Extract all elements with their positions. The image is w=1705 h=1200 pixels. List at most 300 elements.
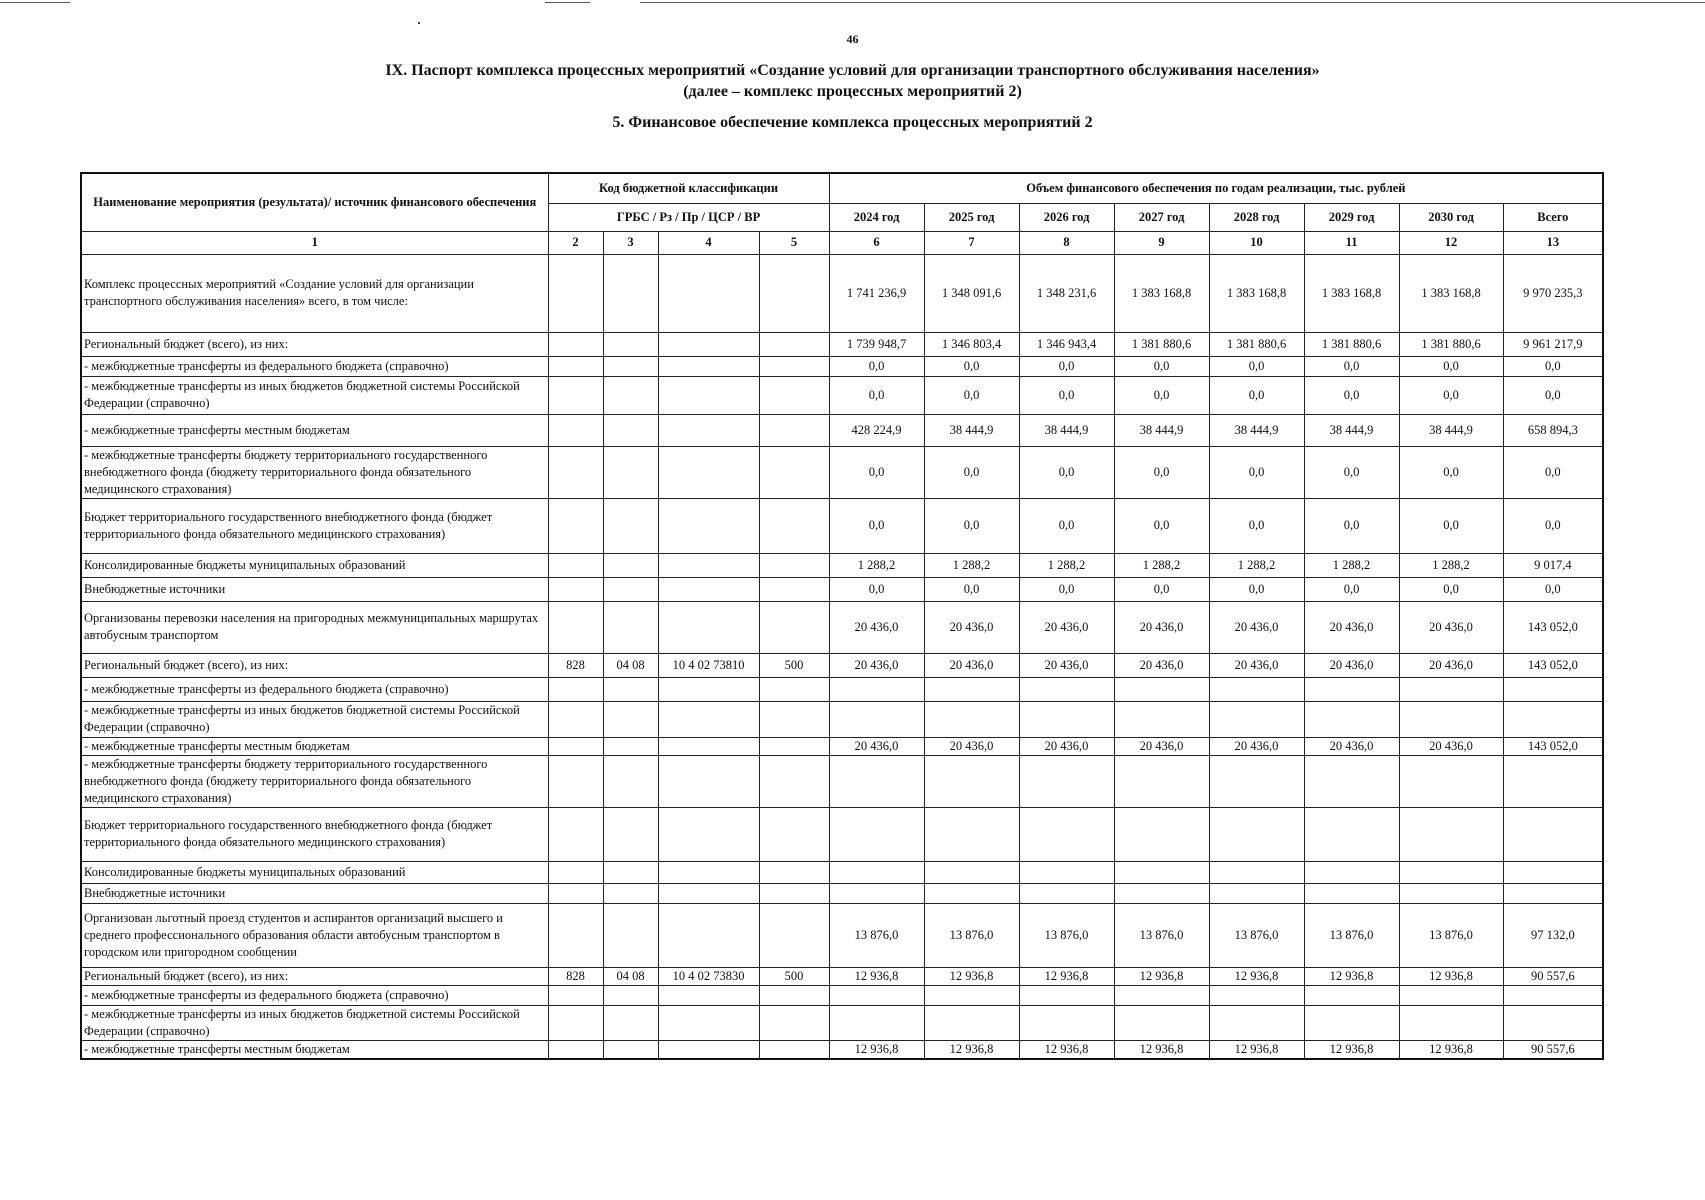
year-value-cell: 1 741 236,9 [829,254,924,332]
csr-code-cell [658,1040,759,1059]
rz-pr-code-cell [603,601,658,653]
section-title: 5. Финансовое обеспечение комплекса процессных мероприятий 2 [612,114,1093,131]
grbs-code-cell [548,376,603,414]
year-value-cell: 0,0 [829,498,924,553]
year-value-cell [829,985,924,1005]
finance-table-wrapper [80,172,1602,1060]
grbs-code-cell [548,601,603,653]
year-value-cell [1114,701,1209,737]
year-value-cell: 20 436,0 [1019,601,1114,653]
table-row [81,677,1603,701]
vr-code-cell [759,577,829,601]
rz-pr-code-cell [603,446,658,498]
table-header [81,173,1603,254]
year-value-cell [1019,701,1114,737]
csr-code-cell [658,861,759,883]
row-name-cell: - межбюджетные трансферты из федерального бюджета (справочно) [81,985,548,1005]
year-value-cell: 20 436,0 [1114,653,1209,677]
grbs-code-cell [548,861,603,883]
row-name-cell: Бюджет территориального государственного внебюджетного фонда (бюджет территориального фонда обязательного медицинского страхования) [81,498,548,553]
year-value-cell: 1 288,2 [1304,553,1399,577]
year-value-cell: 1 739 948,7 [829,332,924,356]
year-value-cell: 1 383 168,8 [1209,254,1304,332]
year-value-cell [924,677,1019,701]
rz-pr-code-cell [603,883,658,903]
year-value-cell [1114,1005,1209,1040]
year-value-cell: 0,0 [829,446,924,498]
column-index-cell: 1 [81,231,548,254]
csr-code-cell [658,601,759,653]
year-value-cell: 20 436,0 [1209,653,1304,677]
column-index-cell: 6 [829,231,924,254]
rz-pr-code-cell [603,577,658,601]
total-value-cell [1503,1005,1603,1040]
year-value-cell: 20 436,0 [1209,601,1304,653]
rz-pr-code-cell [603,376,658,414]
year-value-cell [1399,883,1503,903]
header-year: 2024 год [829,203,924,231]
grbs-code-cell [548,883,603,903]
rz-pr-code-cell [603,254,658,332]
rz-pr-code-cell [603,737,658,755]
year-value-cell: 0,0 [1019,356,1114,376]
table-row [81,737,1603,755]
year-value-cell [1209,883,1304,903]
year-value-cell: 12 936,8 [1019,967,1114,985]
year-value-cell: 1 381 880,6 [1304,332,1399,356]
page-number: 46 [846,32,859,46]
vr-code-cell [759,1005,829,1040]
year-value-cell [1399,755,1503,807]
year-value-cell: 12 936,8 [1114,967,1209,985]
year-value-cell [924,1005,1019,1040]
grbs-code-cell [548,701,603,737]
finance-table [80,172,1604,1060]
rz-pr-code-cell [603,553,658,577]
year-value-cell: 20 436,0 [1399,653,1503,677]
year-value-cell: 20 436,0 [1209,737,1304,755]
year-value-cell: 12 936,8 [1209,967,1304,985]
grbs-code-cell [548,1040,603,1059]
year-value-cell: 1 381 880,6 [1209,332,1304,356]
year-value-cell: 20 436,0 [924,737,1019,755]
year-value-cell [1019,861,1114,883]
row-name-cell: Организованы перевозки населения на пригородных межмуниципальных маршрутах автобусным транспортом [81,601,548,653]
year-value-cell [1304,755,1399,807]
total-value-cell: 97 132,0 [1503,903,1603,967]
row-name-cell: Консолидированные бюджеты муниципальных образований [81,861,548,883]
grbs-code-cell: 828 [548,967,603,985]
table-body [81,254,1603,1059]
year-value-cell [1209,985,1304,1005]
total-value-cell: 90 557,6 [1503,967,1603,985]
year-value-cell: 13 876,0 [1019,903,1114,967]
vr-code-cell [759,601,829,653]
total-value-cell: 143 052,0 [1503,653,1603,677]
vr-code-cell [759,498,829,553]
row-name-cell: Бюджет территориального государственного внебюджетного фонда (бюджет территориального фонда обязательного медицинского страхования) [81,807,548,861]
csr-code-cell [658,553,759,577]
year-value-cell: 12 936,8 [1304,967,1399,985]
row-name-cell: Региональный бюджет (всего), из них: [81,967,548,985]
row-name-cell: - межбюджетные трансферты местным бюджетам [81,414,548,446]
year-value-cell [1399,1005,1503,1040]
year-value-cell: 12 936,8 [1399,1040,1503,1059]
column-index-cell: 7 [924,231,1019,254]
year-value-cell: 13 876,0 [829,903,924,967]
csr-code-cell [658,701,759,737]
grbs-code-cell [548,553,603,577]
csr-code-cell: 10 4 02 73810 [658,653,759,677]
vr-code-cell [759,677,829,701]
rz-pr-code-cell [603,985,658,1005]
total-value-cell [1503,861,1603,883]
year-value-cell [1304,985,1399,1005]
year-value-cell: 0,0 [924,446,1019,498]
year-value-cell: 20 436,0 [1399,737,1503,755]
year-value-cell: 0,0 [1304,376,1399,414]
csr-code-cell [658,332,759,356]
year-value-cell [1019,1005,1114,1040]
year-value-cell: 20 436,0 [829,737,924,755]
year-value-cell [829,883,924,903]
vr-code-cell [759,1040,829,1059]
year-value-cell: 20 436,0 [1304,601,1399,653]
year-value-cell [1114,677,1209,701]
table-row [81,601,1603,653]
year-value-cell: 20 436,0 [924,653,1019,677]
grbs-code-cell [548,446,603,498]
year-value-cell: 20 436,0 [829,601,924,653]
total-value-cell: 0,0 [1503,356,1603,376]
csr-code-cell [658,356,759,376]
csr-code-cell [658,376,759,414]
column-index-row [81,231,1603,254]
header-year: 2027 год [1114,203,1209,231]
row-name-cell: Внебюджетные источники [81,883,548,903]
vr-code-cell [759,254,829,332]
year-value-cell [1209,861,1304,883]
year-value-cell: 38 444,9 [1399,414,1503,446]
year-value-cell: 1 288,2 [829,553,924,577]
year-value-cell [829,807,924,861]
year-value-cell [1209,1005,1304,1040]
grbs-code-cell [548,254,603,332]
vr-code-cell [759,376,829,414]
year-value-cell: 1 383 168,8 [1114,254,1209,332]
year-value-cell: 1 346 803,4 [924,332,1019,356]
year-value-cell: 20 436,0 [1399,601,1503,653]
csr-code-cell [658,807,759,861]
column-index-cell: 10 [1209,231,1304,254]
year-value-cell [1399,701,1503,737]
year-value-cell: 13 876,0 [1399,903,1503,967]
year-value-cell: 20 436,0 [1114,737,1209,755]
total-value-cell [1503,677,1603,701]
year-value-cell [924,985,1019,1005]
column-index-cell: 8 [1019,231,1114,254]
year-value-cell: 12 936,8 [1019,1040,1114,1059]
year-value-cell: 13 876,0 [1114,903,1209,967]
column-index-cell: 9 [1114,231,1209,254]
year-value-cell: 38 444,9 [1019,414,1114,446]
total-value-cell: 0,0 [1503,446,1603,498]
table-row [81,755,1603,807]
year-value-cell: 1 381 880,6 [1399,332,1503,356]
year-value-cell: 20 436,0 [1019,737,1114,755]
year-value-cell: 0,0 [1209,577,1304,601]
row-name-cell: Организован льготный проезд студентов и аспирантов организаций высшего и среднего профессионального образования области автобусным транспортом в городском или пригородном сообщении [81,903,548,967]
year-value-cell [1209,701,1304,737]
total-value-cell: 9 017,4 [1503,553,1603,577]
total-value-cell: 0,0 [1503,498,1603,553]
csr-code-cell [658,254,759,332]
rz-pr-code-cell [603,356,658,376]
csr-code-cell: 10 4 02 73830 [658,967,759,985]
header-year: 2029 год [1304,203,1399,231]
scan-speck [418,22,420,24]
year-value-cell: 1 288,2 [1209,553,1304,577]
year-value-cell [1019,985,1114,1005]
grbs-code-cell [548,356,603,376]
year-value-cell [1114,807,1209,861]
year-value-cell: 0,0 [1304,577,1399,601]
year-value-cell: 1 288,2 [1114,553,1209,577]
vr-code-cell [759,332,829,356]
header-code-subtitle: ГРБС / Рз / Пр / ЦСР / ВР [548,203,829,231]
year-value-cell: 0,0 [1114,498,1209,553]
year-value-cell: 0,0 [1399,376,1503,414]
year-value-cell [1019,883,1114,903]
year-value-cell: 0,0 [829,376,924,414]
header-total: Всего [1503,203,1603,231]
table-row [81,1040,1603,1059]
year-value-cell: 1 383 168,8 [1304,254,1399,332]
year-value-cell [1304,1005,1399,1040]
year-value-cell: 0,0 [924,376,1019,414]
table-row [81,883,1603,903]
year-value-cell: 0,0 [1114,376,1209,414]
year-value-cell: 1 348 091,6 [924,254,1019,332]
table-row [81,967,1603,985]
row-name-cell: - межбюджетные трансферты местным бюджетам [81,737,548,755]
row-name-cell: Внебюджетные источники [81,577,548,601]
csr-code-cell [658,498,759,553]
row-name-cell: - межбюджетные трансферты из иных бюджетов бюджетной системы Российской Федерации (справочно) [81,701,548,737]
total-value-cell [1503,755,1603,807]
column-index-cell: 3 [603,231,658,254]
row-name-cell: Консолидированные бюджеты муниципальных образований [81,553,548,577]
total-value-cell [1503,985,1603,1005]
row-name-cell: Комплекс процессных мероприятий «Создание условий для организации транспортного обслуживания населения» всего, в том числе: [81,254,548,332]
year-value-cell [924,755,1019,807]
csr-code-cell [658,677,759,701]
csr-code-cell [658,577,759,601]
year-value-cell: 0,0 [1209,446,1304,498]
vr-code-cell [759,356,829,376]
year-value-cell: 0,0 [1304,498,1399,553]
year-value-cell: 1 288,2 [1399,553,1503,577]
total-value-cell: 9 970 235,3 [1503,254,1603,332]
rz-pr-code-cell [603,861,658,883]
total-value-cell: 90 557,6 [1503,1040,1603,1059]
vr-code-cell [759,701,829,737]
grbs-code-cell [548,1005,603,1040]
year-value-cell: 0,0 [1019,498,1114,553]
header-year: 2028 год [1209,203,1304,231]
year-value-cell [1209,755,1304,807]
table-row [81,577,1603,601]
vr-code-cell [759,755,829,807]
csr-code-cell [658,446,759,498]
year-value-cell: 0,0 [1399,446,1503,498]
year-value-cell: 13 876,0 [1209,903,1304,967]
year-value-cell [1114,861,1209,883]
csr-code-cell [658,737,759,755]
total-value-cell: 658 894,3 [1503,414,1603,446]
row-name-cell: - межбюджетные трансферты из иных бюджетов бюджетной системы Российской Федерации (справочно) [81,1005,548,1040]
year-value-cell: 13 876,0 [1304,903,1399,967]
year-value-cell: 12 936,8 [1304,1040,1399,1059]
grbs-code-cell [548,807,603,861]
year-value-cell: 0,0 [1399,498,1503,553]
total-value-cell: 0,0 [1503,577,1603,601]
year-value-cell: 0,0 [1019,376,1114,414]
grbs-code-cell [548,755,603,807]
header-year: 2025 год [924,203,1019,231]
year-value-cell: 20 436,0 [829,653,924,677]
year-value-cell [1304,883,1399,903]
year-value-cell: 12 936,8 [924,967,1019,985]
csr-code-cell [658,903,759,967]
year-value-cell: 0,0 [924,577,1019,601]
year-value-cell: 1 346 943,4 [1019,332,1114,356]
vr-code-cell [759,414,829,446]
year-value-cell: 0,0 [1399,356,1503,376]
rz-pr-code-cell [603,677,658,701]
table-row [81,903,1603,967]
column-index-cell: 5 [759,231,829,254]
rz-pr-code-cell [603,498,658,553]
year-value-cell: 0,0 [829,356,924,376]
year-value-cell: 12 936,8 [1399,967,1503,985]
vr-code-cell [759,985,829,1005]
grbs-code-cell [548,737,603,755]
scan-top-rule [640,2,1705,3]
total-value-cell [1503,807,1603,861]
year-value-cell [1114,883,1209,903]
year-value-cell [1399,677,1503,701]
year-value-cell: 0,0 [924,498,1019,553]
year-value-cell [1304,861,1399,883]
row-name-cell: Региональный бюджет (всего), из них: [81,332,548,356]
year-value-cell: 0,0 [1209,498,1304,553]
table-row [81,807,1603,861]
year-value-cell [1399,861,1503,883]
year-value-cell: 12 936,8 [1114,1040,1209,1059]
grbs-code-cell [548,414,603,446]
year-value-cell: 0,0 [1304,446,1399,498]
year-value-cell: 38 444,9 [924,414,1019,446]
table-row [81,414,1603,446]
row-name-cell: - межбюджетные трансферты из федерального бюджета (справочно) [81,356,548,376]
table-row [81,985,1603,1005]
year-value-cell [1114,985,1209,1005]
grbs-code-cell [548,677,603,701]
header-year: 2030 год [1399,203,1503,231]
rz-pr-code-cell [603,1040,658,1059]
year-value-cell: 38 444,9 [1304,414,1399,446]
grbs-code-cell [548,498,603,553]
year-value-cell [1019,677,1114,701]
year-value-cell [829,1005,924,1040]
year-value-cell: 0,0 [1114,446,1209,498]
column-index-cell: 4 [658,231,759,254]
year-value-cell: 428 224,9 [829,414,924,446]
year-value-cell [1304,701,1399,737]
year-value-cell: 12 936,8 [829,1040,924,1059]
csr-code-cell [658,1005,759,1040]
total-value-cell [1503,883,1603,903]
year-value-cell: 0,0 [829,577,924,601]
vr-code-cell [759,446,829,498]
year-value-cell: 0,0 [1019,446,1114,498]
year-value-cell [1304,677,1399,701]
vr-code-cell [759,903,829,967]
year-value-cell [924,883,1019,903]
row-name-cell: - межбюджетные трансферты бюджету территориального государственного внебюджетного фонда (бюджету территориального фонда обязательного медицинского страхования) [81,755,548,807]
grbs-code-cell [548,332,603,356]
year-value-cell: 0,0 [1209,356,1304,376]
grbs-code-cell [548,903,603,967]
vr-code-cell [759,737,829,755]
year-value-cell: 38 444,9 [1209,414,1304,446]
total-value-cell: 0,0 [1503,376,1603,414]
table-row [81,356,1603,376]
table-row [81,446,1603,498]
csr-code-cell [658,414,759,446]
rz-pr-code-cell: 04 08 [603,967,658,985]
column-index-cell: 12 [1399,231,1503,254]
year-value-cell [1019,807,1114,861]
year-value-cell [829,755,924,807]
year-value-cell [1114,755,1209,807]
year-value-cell [924,861,1019,883]
grbs-code-cell [548,577,603,601]
grbs-code-cell [548,985,603,1005]
year-value-cell [1019,755,1114,807]
year-value-cell: 0,0 [1399,577,1503,601]
scan-top-rule [0,2,70,3]
vr-code-cell [759,883,829,903]
year-value-cell: 20 436,0 [1304,737,1399,755]
column-index-cell: 11 [1304,231,1399,254]
year-value-cell: 12 936,8 [924,1040,1019,1059]
csr-code-cell [658,883,759,903]
rz-pr-code-cell [603,807,658,861]
year-value-cell: 20 436,0 [1304,653,1399,677]
year-value-cell: 1 383 168,8 [1399,254,1503,332]
vr-code-cell [759,807,829,861]
rz-pr-code-cell [603,332,658,356]
year-value-cell [1209,807,1304,861]
year-value-cell: 0,0 [924,356,1019,376]
year-value-cell: 0,0 [1019,577,1114,601]
rz-pr-code-cell: 04 08 [603,653,658,677]
table-row [81,701,1603,737]
column-index-cell: 2 [548,231,603,254]
year-value-cell: 12 936,8 [1209,1040,1304,1059]
